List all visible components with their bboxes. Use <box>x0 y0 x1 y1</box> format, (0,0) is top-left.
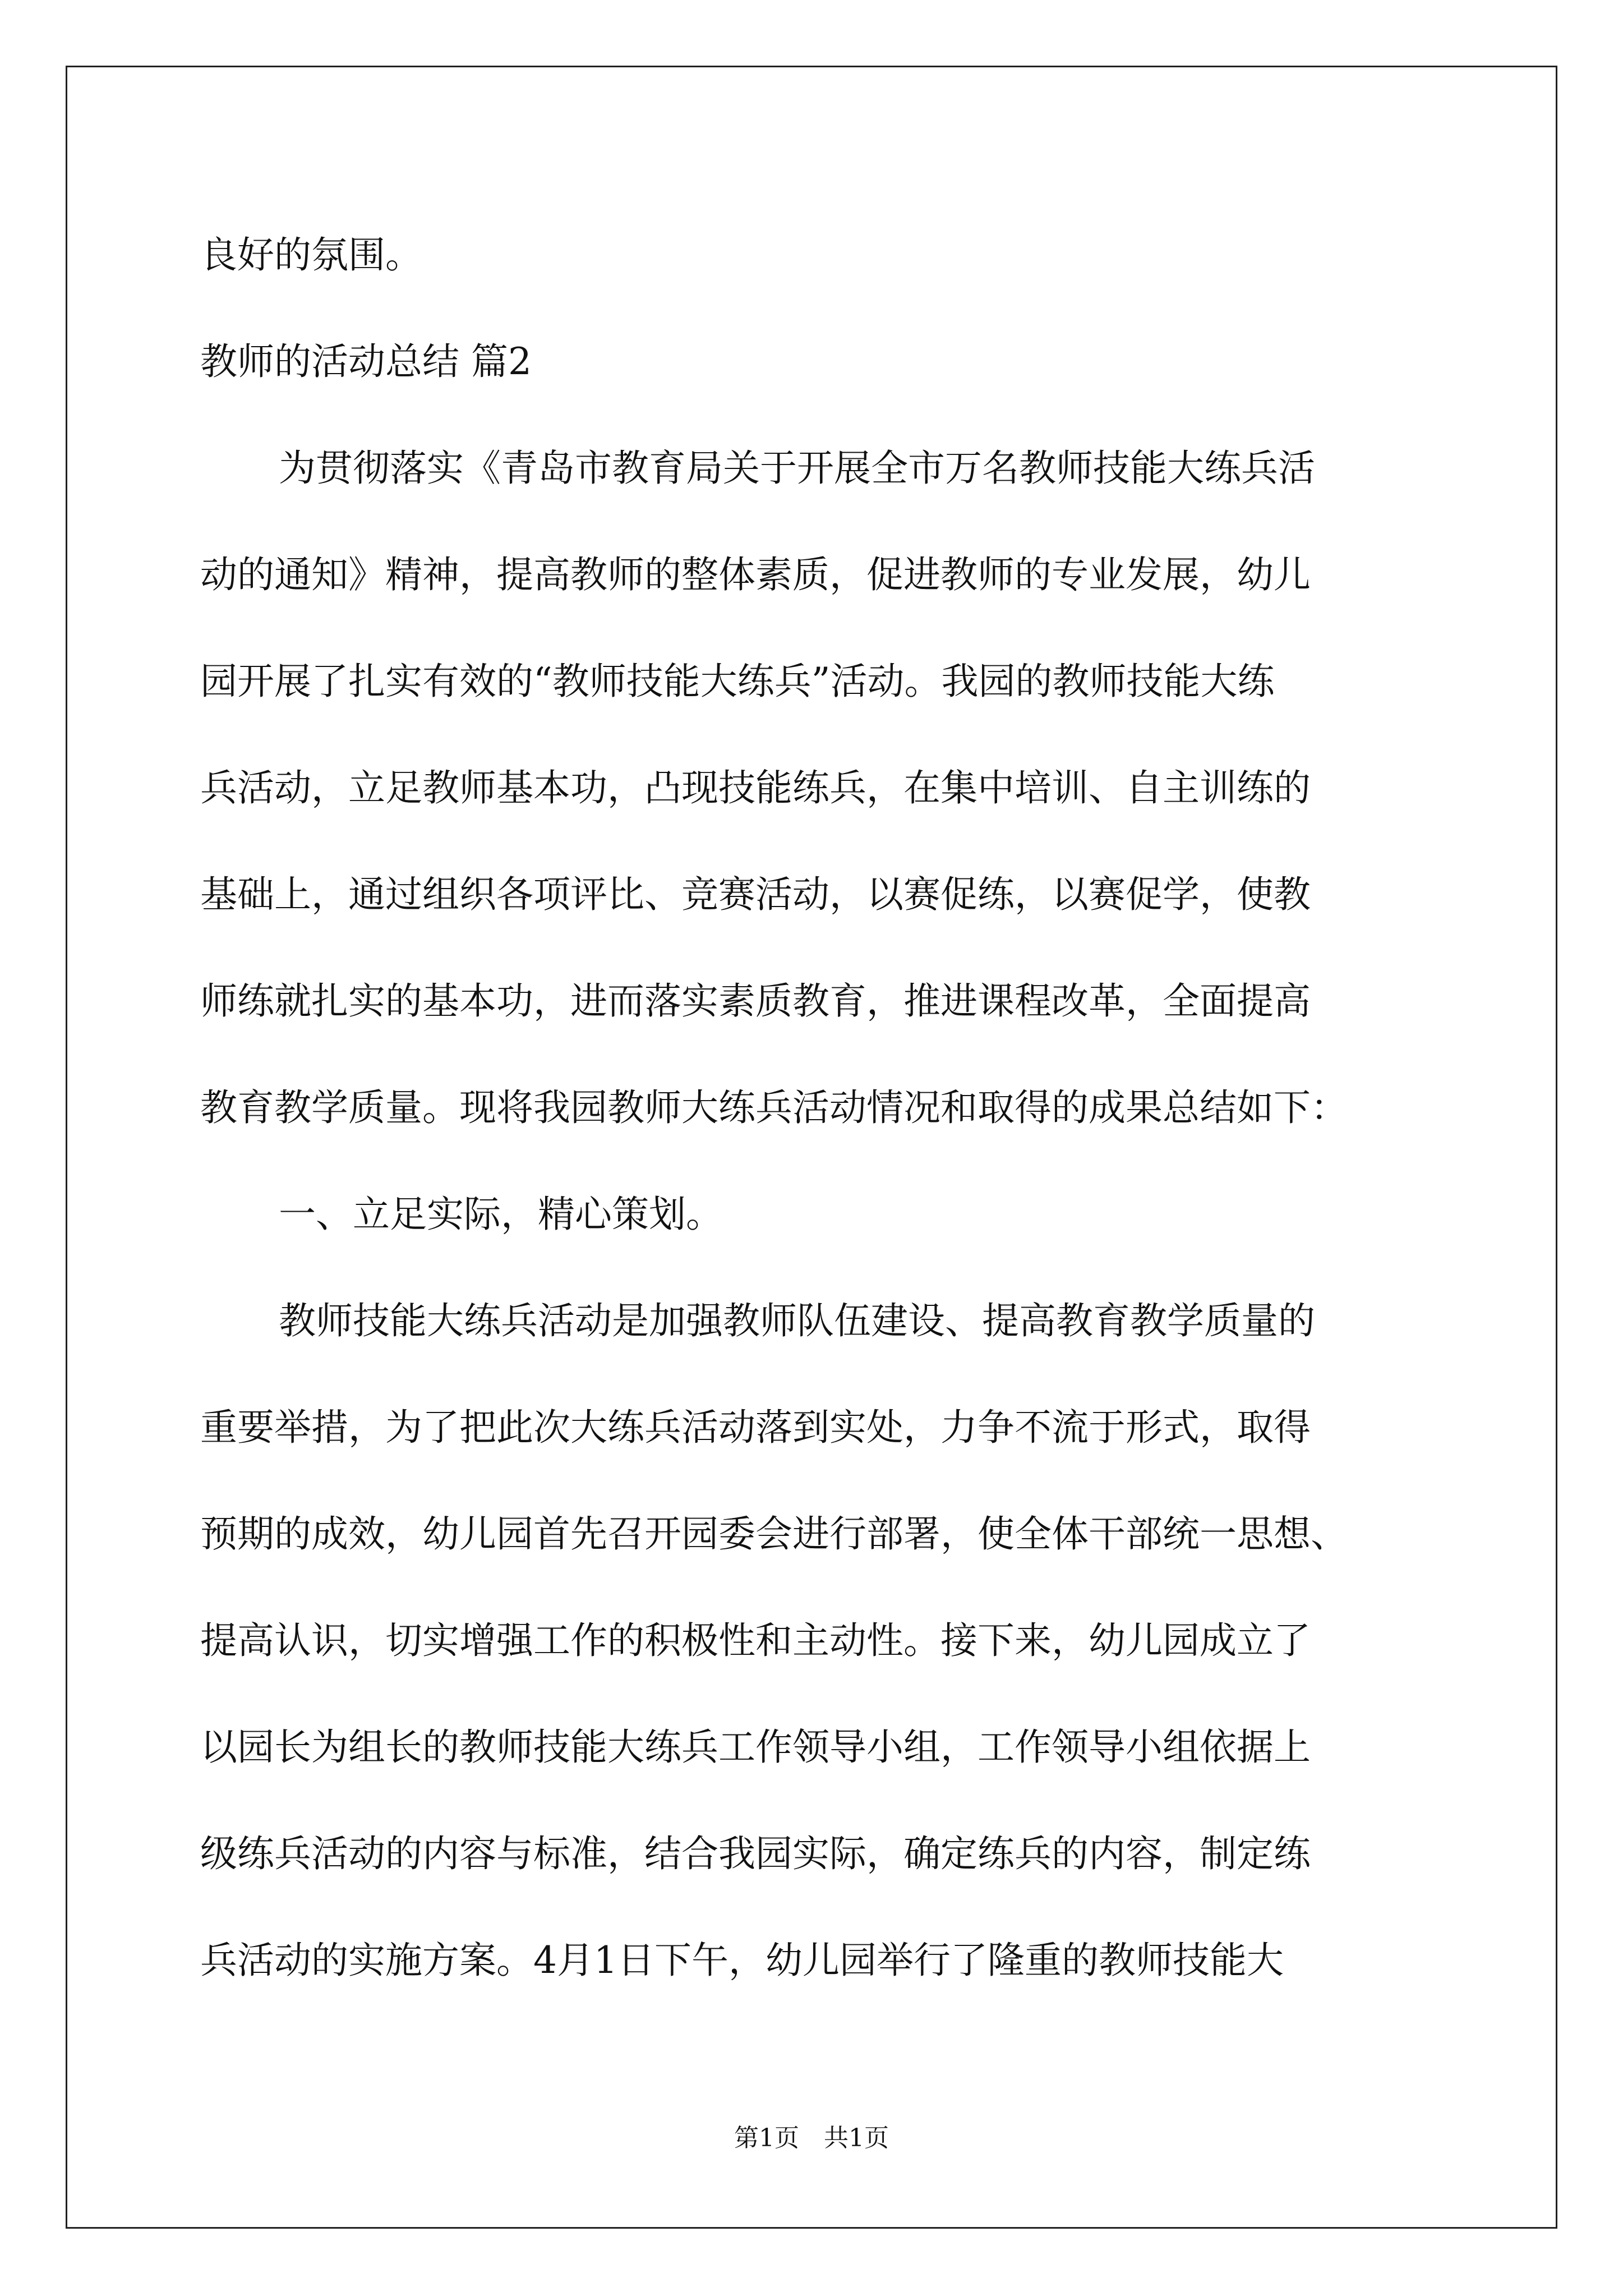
text-line: 教育教学质量。现将我园教师大练兵活动情况和取得的成果总结如下： <box>200 1086 1348 1129</box>
page-number: 第1页 <box>734 2124 799 2152</box>
text-line: 良好的氛围。 <box>200 233 422 277</box>
text-line: 提高认识，切实增强工作的积极性和主动性。接下来，幼儿园成立了 <box>200 1619 1311 1662</box>
text-line: 预期的成效，幼儿园首先召开园委会进行部署，使全体干部统一思想、 <box>200 1512 1348 1556</box>
page-total: 共1页 <box>824 2124 889 2152</box>
text-line: 以园长为组长的教师技能大练兵工作领导小组，工作领导小组依据上 <box>200 1726 1311 1769</box>
text-line: 基础上，通过组织各项评比、竞赛活动，以赛促练，以赛促学，使教 <box>200 873 1311 916</box>
text-line: 动的通知》精神，提高教师的整体素质，促进教师的专业发展，幼儿 <box>200 553 1311 596</box>
section-heading: 教师的活动总结 篇2 <box>200 340 532 383</box>
subsection-heading: 一、立足实际，精心策划。 <box>279 1193 723 1236</box>
document-body <box>200 202 1440 2014</box>
text-line: 级练兵活动的内容与标准，结合我园实际，确定练兵的内容，制定练 <box>200 1832 1311 1875</box>
text-line: 重要举措，为了把此次大练兵活动落到实处，力争不流于形式，取得 <box>200 1406 1311 1449</box>
text-line: 园开展了扎实有效的“教师技能大练兵”活动。我园的教师技能大练 <box>200 660 1275 703</box>
text-line: 为贯彻落实《青岛市教育局关于开展全市万名教师技能大练兵活 <box>279 447 1315 490</box>
text-line: 兵活动，立足教师基本功，凸现技能练兵，在集中培训、自主训练的 <box>200 766 1311 809</box>
text-line: 教师技能大练兵活动是加强教师队伍建设、提高教育教学质量的 <box>279 1299 1315 1342</box>
text-line: 兵活动的实施方案。4月1日下午，幼儿园举行了隆重的教师技能大 <box>200 1939 1284 1982</box>
text-line: 师练就扎实的基本功，进而落实素质教育，推进课程改革，全面提高 <box>200 979 1311 1023</box>
page-footer <box>0 2122 1623 2155</box>
